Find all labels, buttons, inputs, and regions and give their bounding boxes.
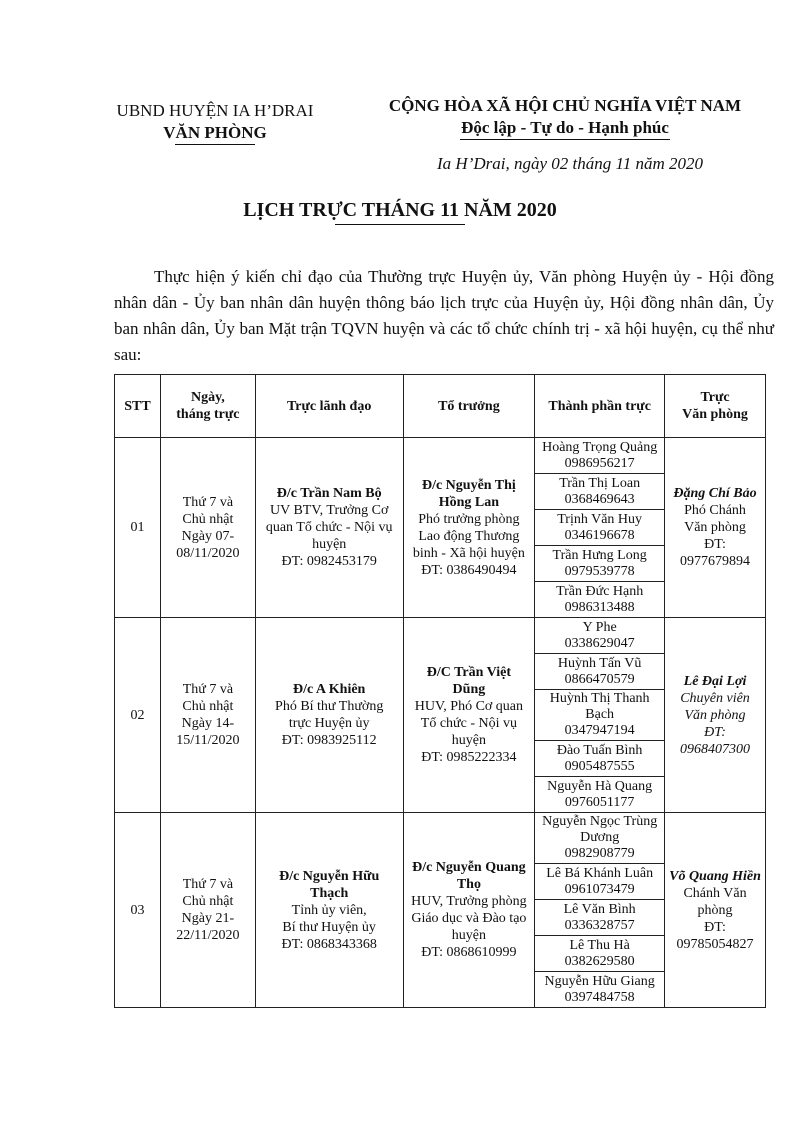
leader-info-line: ĐT: 0982453179 [281, 554, 377, 569]
cell-member [535, 900, 665, 936]
table-row [115, 618, 766, 654]
team-lead-info-line: Phó trưởng phòng [418, 511, 520, 527]
member-line: 0336328757 [564, 917, 635, 933]
team-lead-name: Đ/C Trần Việt [426, 665, 512, 680]
cell-team-lead [403, 618, 535, 813]
cell-member [535, 864, 665, 900]
member-line: 0905487555 [564, 758, 635, 774]
intro-paragraph [114, 264, 774, 368]
agency-underline [175, 144, 255, 145]
cell-member [535, 690, 665, 741]
agency-department: VĂN PHÒNG [163, 123, 267, 142]
team-lead-info-line: Tổ chức - Nội vụ [420, 716, 517, 731]
date-line: Thứ 7 và [182, 682, 234, 697]
duty-schedule-table [114, 374, 766, 1008]
member-line: Huỳnh Tấn Vũ [557, 655, 642, 671]
cell-office [665, 813, 766, 1008]
leader-info-line: Phó Bí thư Thường [275, 699, 384, 714]
cell-office [665, 438, 766, 618]
nation-name: CỘNG HÒA XÃ HỘI CHỦ NGHĨA VIỆT NAM [388, 96, 742, 115]
date-line: Chủ nhật [182, 511, 234, 527]
team-lead-name: Thọ [456, 877, 481, 892]
leader-info-line: huyện [312, 537, 347, 552]
team-lead-info-line: Lao động Thương [418, 528, 520, 544]
leader-info-line: ĐT: 0868343368 [281, 936, 377, 952]
header-office [665, 375, 766, 438]
member-line: 0979539778 [564, 563, 635, 579]
national-motto: Độc lập - Tự do - Hạnh phúc [461, 118, 669, 137]
header-stt: STT [115, 375, 161, 438]
team-lead-info-line: ĐT: 0985222334 [421, 750, 517, 765]
member-line: 0986313488 [564, 599, 635, 615]
date-line: 08/11/2020 [176, 545, 240, 561]
header-office-line: Văn phòng [682, 407, 748, 422]
member-line: Bạch [585, 707, 615, 722]
leader-info-line: trực Huyện ủy [288, 716, 370, 731]
team-lead-info-line: ĐT: 0386490494 [421, 562, 517, 578]
member-line: Trần Thị Loan [559, 475, 641, 491]
member-line: 0866470579 [564, 671, 635, 687]
office-info-line: 09785054827 [676, 936, 754, 952]
leader-info-line: quan Tổ chức - Nội vụ [265, 520, 393, 535]
member-line: Nguyễn Hà Quang [547, 778, 653, 794]
header-team-lead: Tổ trưởng [403, 375, 535, 438]
member-line: Nguyễn Hữu Giang [544, 973, 655, 989]
office-info-line: Phó Chánh [684, 503, 746, 518]
team-lead-info-line: HUV, Trưởng phòng [411, 894, 527, 909]
header-date-line: Ngày, [190, 390, 225, 405]
team-lead-name: Dũng [452, 682, 486, 697]
member-line: 0382629580 [564, 953, 635, 969]
date-line: Ngày 14- [181, 716, 235, 731]
member-line: 0982908779 [564, 846, 635, 861]
date-line: 15/11/2020 [176, 733, 240, 748]
table-header-row [115, 375, 766, 438]
office-info-line: Văn phòng [684, 707, 746, 723]
office-info-line: 0977679894 [680, 554, 751, 569]
cell-date [160, 813, 255, 1008]
team-lead-name: Đ/c Nguyễn Thị [421, 477, 516, 493]
office-info-line: ĐT: [704, 537, 726, 552]
leader-name: Đ/c Trần Nam Bộ [276, 486, 382, 501]
table-row [115, 438, 766, 474]
header-date-line: tháng trực [176, 407, 240, 422]
leader-name: Đ/c Nguyễn Hữu Thạch [279, 868, 380, 901]
document-date: Ia H’Drai, ngày 02 tháng 11 năm 2020 [437, 154, 703, 173]
agency-header [100, 100, 330, 145]
office-info-line: ĐT: [704, 919, 726, 935]
cell-member [535, 582, 665, 618]
team-lead-info-line: HUV, Phó Cơ quan [414, 699, 524, 714]
member-line: Huỳnh Thị Thanh [549, 691, 650, 706]
office-info-line: Chánh Văn [683, 885, 747, 901]
member-line: Hoàng Trọng Quảng [542, 439, 658, 455]
member-line: Dương [580, 830, 620, 845]
office-name: Lê Đại Lợi [683, 673, 747, 689]
header-members: Thành phần trực [535, 375, 665, 438]
team-lead-name: Đ/c Nguyễn Quang [412, 860, 526, 875]
team-lead-name: Hồng Lan [438, 494, 500, 510]
intro-text: Thực hiện ý kiến chỉ đạo của Thường trực Huyện ủy, Văn phòng Huyện ủy - Hội đồng nhân dân - Ủy ban nhân dân huyện thông báo lịch trực của Huyện ủy, Hội đồng nhân dân, Ủy ban nhân dân, Ủy ban Mặt trận TQVN huyện và các tổ chức chính trị - xã hội huyện, cụ thể như sau: [114, 267, 774, 364]
member-line: Lê Thu Hà [569, 937, 630, 953]
cell-stt: 01 [115, 438, 161, 618]
title-underline [335, 224, 465, 225]
team-lead-info-line: huyện [451, 928, 486, 943]
date-line: Ngày 07- [181, 528, 235, 544]
cell-member [535, 654, 665, 690]
cell-team-lead [403, 438, 535, 618]
member-line: 0397484758 [564, 989, 635, 1005]
cell-member [535, 438, 665, 474]
cell-leader [255, 438, 403, 618]
member-line: Lê Bá Khánh Luân [546, 865, 654, 881]
office-name: Đặng Chí Bảo [673, 486, 757, 501]
date-line: Thứ 7 và [182, 494, 234, 510]
date-line: Thứ 7 và [182, 877, 234, 892]
header-date [160, 375, 255, 438]
cell-stt: 03 [115, 813, 161, 1008]
member-line: 0346196678 [564, 527, 635, 543]
cell-member [535, 972, 665, 1008]
cell-leader [255, 618, 403, 813]
team-lead-info-line: Giáo dục và Đào tạo [411, 911, 527, 926]
cell-leader [255, 813, 403, 1008]
team-lead-info-line: huyện [451, 733, 486, 748]
leader-info-line: Bí thư Huyện ủy [282, 919, 376, 935]
member-line: 0976051177 [564, 794, 635, 810]
date-line: Ngày 21- [181, 911, 235, 926]
member-line: Trần Đức Hạnh [556, 583, 644, 599]
date-line: Chủ nhật [182, 699, 234, 714]
document-title [0, 199, 800, 225]
team-lead-info-line: binh - Xã hội huyện [412, 545, 525, 561]
member-line: 0338629047 [564, 635, 635, 651]
header-office-line: Trực [700, 390, 730, 405]
member-line: Y Phe [582, 619, 617, 635]
date-line: 22/11/2020 [176, 928, 240, 943]
cell-member [535, 813, 665, 864]
cell-date [160, 438, 255, 618]
member-line: 0961073479 [564, 881, 635, 897]
office-info-line: Chuyên viên [680, 690, 750, 706]
cell-office [665, 618, 766, 813]
document-title-text: LỊCH TRỰC THÁNG 11 NĂM 2020 [243, 199, 557, 221]
office-info-line: phòng [697, 902, 733, 918]
cell-member [535, 474, 665, 510]
national-header [360, 95, 770, 140]
cell-member [535, 741, 665, 777]
cell-stt: 02 [115, 618, 161, 813]
member-line: Nguyễn Ngọc Trùng [542, 814, 658, 829]
leader-name: Đ/c A Khiên [292, 682, 366, 697]
cell-member [535, 618, 665, 654]
cell-member [535, 546, 665, 582]
office-name: Võ Quang Hiền [669, 868, 761, 884]
team-lead-info-line: ĐT: 0868610999 [421, 945, 517, 960]
member-line: 0347947194 [564, 723, 635, 738]
office-info-line: Văn phòng [684, 520, 746, 535]
table-row [115, 813, 766, 864]
leader-info-line: UV BTV, Trưởng Cơ [269, 503, 389, 518]
header-leader: Trực lãnh đạo [255, 375, 403, 438]
office-info-line: 0968407300 [680, 741, 751, 757]
member-line: Lê Văn Bình [563, 901, 636, 917]
leader-info-line: ĐT: 0983925112 [281, 733, 377, 748]
leader-info-line: Tỉnh ủy viên, [291, 902, 367, 918]
cell-date [160, 618, 255, 813]
member-line: Trịnh Văn Huy [557, 511, 643, 527]
cell-member [535, 936, 665, 972]
date-line: Chủ nhật [182, 894, 234, 909]
agency-name: UBND HUYỆN IA H’DRAI [116, 101, 314, 120]
cell-member [535, 510, 665, 546]
member-line: Trần Hưng Long [552, 547, 647, 563]
member-line: 0986956217 [564, 455, 635, 471]
motto-underline [460, 139, 670, 140]
cell-member [535, 777, 665, 813]
member-line: 0368469643 [564, 491, 635, 507]
cell-team-lead [403, 813, 535, 1008]
office-info-line: ĐT: [704, 724, 726, 740]
member-line: Đào Tuấn Bình [556, 742, 643, 758]
